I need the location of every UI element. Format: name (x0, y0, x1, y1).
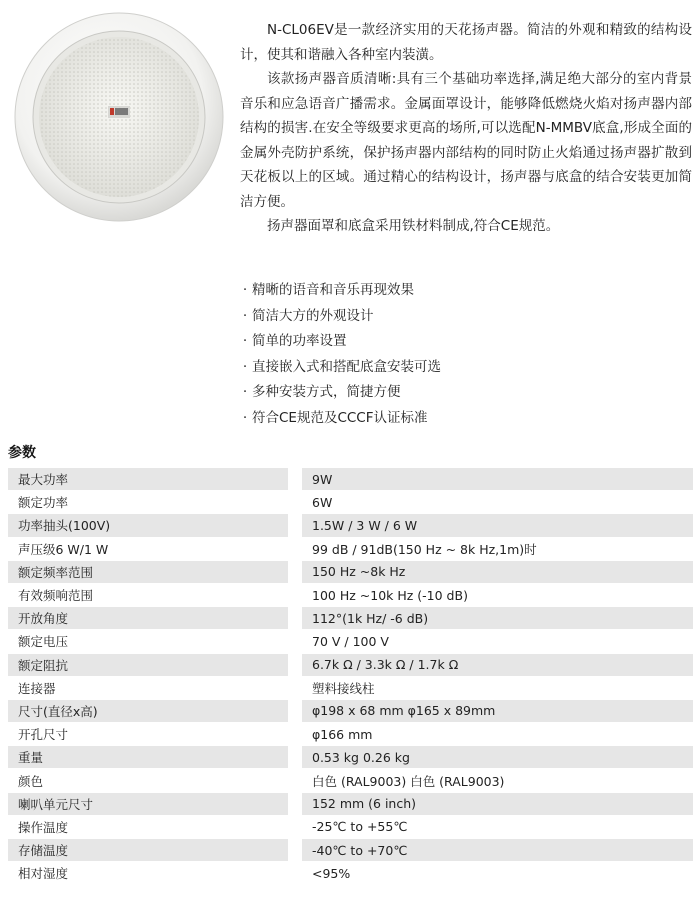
table-row (8, 491, 693, 513)
feature-item: · 简洁大方的外观设计 (238, 304, 690, 330)
table-row (8, 607, 693, 629)
feature-list (238, 278, 690, 432)
product-description (240, 18, 692, 239)
spec-value: 112°(1k Hz/ -6 dB) (302, 607, 693, 629)
table-row (8, 514, 693, 536)
spec-key: 颜色 (8, 769, 288, 791)
spec-key: 喇叭单元尺寸 (8, 793, 288, 815)
spec-value: -40℃ to +70℃ (302, 839, 693, 861)
spec-key: 开放角度 (8, 607, 288, 629)
spec-value: 9W (302, 468, 693, 490)
table-row (8, 700, 693, 722)
specs-title: 参数 (8, 445, 36, 461)
brand-logo-icon (108, 106, 130, 118)
spec-key: 有效频响范围 (8, 584, 288, 606)
feature-item: · 精晰的语音和音乐再现效果 (238, 278, 690, 304)
feature-item: · 多种安装方式，简捷方便 (238, 380, 690, 406)
table-row (8, 816, 693, 838)
feature-item: · 简单的功率设置 (238, 329, 690, 355)
spec-value: 152 mm (6 inch) (302, 793, 693, 815)
spec-value: 100 Hz ~10k Hz (-10 dB) (302, 584, 693, 606)
table-row (8, 769, 693, 791)
spec-value: <95% (302, 862, 693, 884)
spec-value: 0.53 kg 0.26 kg (302, 746, 693, 768)
spec-key: 功率抽头(100V) (8, 514, 288, 536)
intro-paragraph: 该款扬声器音质清晰:具有三个基础功率选择,满足绝大部分的室内背景音乐和应急语音广播需求。金属面罩设计，能够降低燃烧火焰对扬声器内部结构的损害.在安全等级要求更高的场所,可以选配N-MMBV底盒,形成全面的金属外壳防护系统，保护扬声器内部结构的同时防止火焰通过扬声器扩散到天花板以上的区域。通过精心的结构设计，扬声器与底盒的结合安装更加简洁方便。 (240, 71, 692, 210)
table-row (8, 468, 693, 490)
table-row (8, 723, 693, 745)
spec-table (8, 467, 693, 885)
intro-paragraph: N-CL06EV是一款经济实用的天花扬声器。简洁的外观和精致的结构设计，使其和谐融入各种室内装潢。 (240, 22, 692, 63)
ceiling-speaker-image (12, 10, 226, 224)
spec-key: 尺寸(直径x高) (8, 700, 288, 722)
spec-value: φ198 x 68 mm φ165 x 89mm (302, 700, 693, 722)
table-row (8, 561, 693, 583)
spec-value: 1.5W / 3 W / 6 W (302, 514, 693, 536)
feature-item: · 符合CE规范及CCCF认证标准 (238, 406, 690, 432)
spec-key: 额定频率范围 (8, 561, 288, 583)
table-row (8, 746, 693, 768)
intro-paragraph: 扬声器面罩和底盒采用铁材料制成,符合CE规范。 (267, 218, 560, 234)
spec-key: 额定阻抗 (8, 654, 288, 676)
table-row (8, 538, 693, 560)
table-row (8, 654, 693, 676)
spec-key: 连接器 (8, 677, 288, 699)
spec-value: 99 dB / 91dB(150 Hz ~ 8k Hz,1m)时 (302, 538, 693, 560)
spec-key: 开孔尺寸 (8, 723, 288, 745)
spec-key: 相对湿度 (8, 862, 288, 884)
table-row (8, 862, 693, 884)
spec-value: 70 V / 100 V (302, 630, 693, 652)
spec-key: 声压级6 W/1 W (8, 538, 288, 560)
table-row (8, 839, 693, 861)
spec-key: 最大功率 (8, 468, 288, 490)
spec-key: 存储温度 (8, 839, 288, 861)
spec-value: -25℃ to +55℃ (302, 816, 693, 838)
spec-key: 额定功率 (8, 491, 288, 513)
table-row (8, 584, 693, 606)
spec-value: 6.7k Ω / 3.3k Ω / 1.7k Ω (302, 654, 693, 676)
feature-item: · 直接嵌入式和搭配底盒安装可选 (238, 355, 690, 381)
spec-value: 6W (302, 491, 693, 513)
table-row (8, 630, 693, 652)
spec-key: 重量 (8, 746, 288, 768)
spec-value: 白色 (RAL9003) 白色 (RAL9003) (302, 769, 693, 791)
spec-value: φ166 mm (302, 723, 693, 745)
spec-key: 操作温度 (8, 816, 288, 838)
table-row (8, 677, 693, 699)
table-row (8, 793, 693, 815)
spec-key: 额定电压 (8, 630, 288, 652)
spec-value: 塑料接线柱 (302, 677, 693, 699)
spec-value: 150 Hz ~8k Hz (302, 561, 693, 583)
